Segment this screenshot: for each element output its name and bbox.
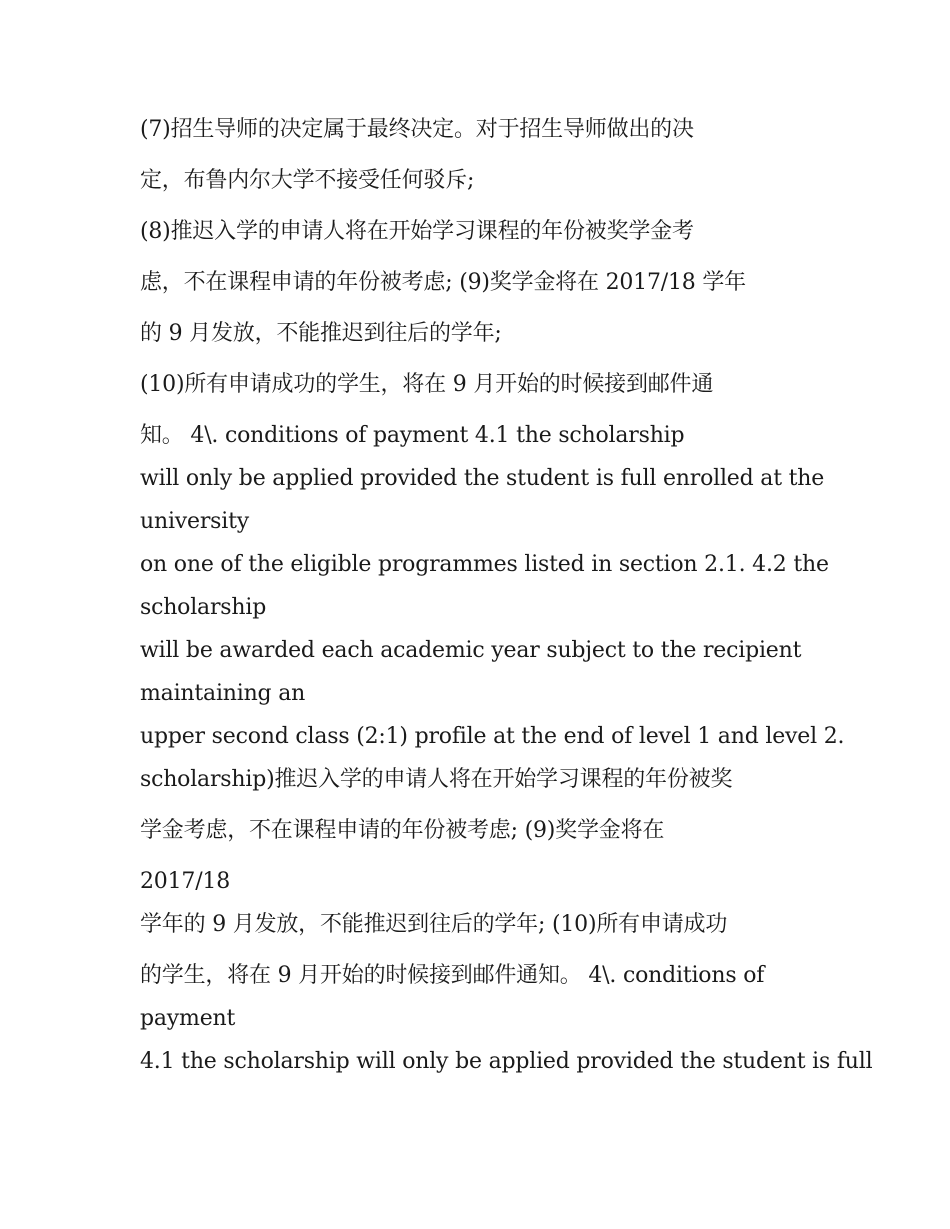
text-line: will only be applied provided the student is full enrolled at the xyxy=(140,466,825,491)
text-line: 知。 4\. conditions of payment 4.1 the scholarship xyxy=(140,423,685,448)
text-line: 的学生，将在 9 月开始的时候接到邮件通知。 4\. conditions of xyxy=(140,963,765,988)
text-line: will be awarded each academic year subject to the recipient xyxy=(140,638,802,663)
text-line: 学金考虑，不在课程申请的年份被考虑; (9)奖学金将在 xyxy=(140,818,665,843)
text-line: (7)招生导师的决定属于最终决定。对于招生导师做出的决 xyxy=(140,117,694,142)
text-line: 定，布鲁内尔大学不接受任何驳斥; xyxy=(140,168,475,193)
text-line: scholarship xyxy=(140,595,267,620)
text-line: 虑，不在课程申请的年份被考虑; (9)奖学金将在 2017/18 学年 xyxy=(140,270,746,295)
text-line: maintaining an xyxy=(140,681,306,706)
text-line: 4.1 the scholarship will only be applied provided the student is full xyxy=(140,1049,873,1074)
text-line: payment xyxy=(140,1006,236,1031)
text-line: upper second class (2:1) profile at the end of level 1 and level 2. xyxy=(140,724,845,749)
text-line: 2017/18 xyxy=(140,869,230,894)
text-line: 的 9 月发放，不能推迟到往后的学年; xyxy=(140,321,502,346)
document-body xyxy=(140,110,873,1085)
text-line: (10)所有申请成功的学生，将在 9 月开始的时候接到邮件通 xyxy=(140,372,714,397)
text-line: scholarship)推迟入学的申请人将在开始学习课程的年份被奖 xyxy=(140,767,733,792)
text-line: 学年的 9 月发放，不能推迟到往后的学年; (10)所有申请成功 xyxy=(140,912,728,937)
text-line: on one of the eligible programmes listed in section 2.1. 4.2 the xyxy=(140,552,829,577)
text-line: university xyxy=(140,509,249,534)
text-line: (8)推迟入学的申请人将在开始学习课程的年份被奖学金考 xyxy=(140,219,694,244)
